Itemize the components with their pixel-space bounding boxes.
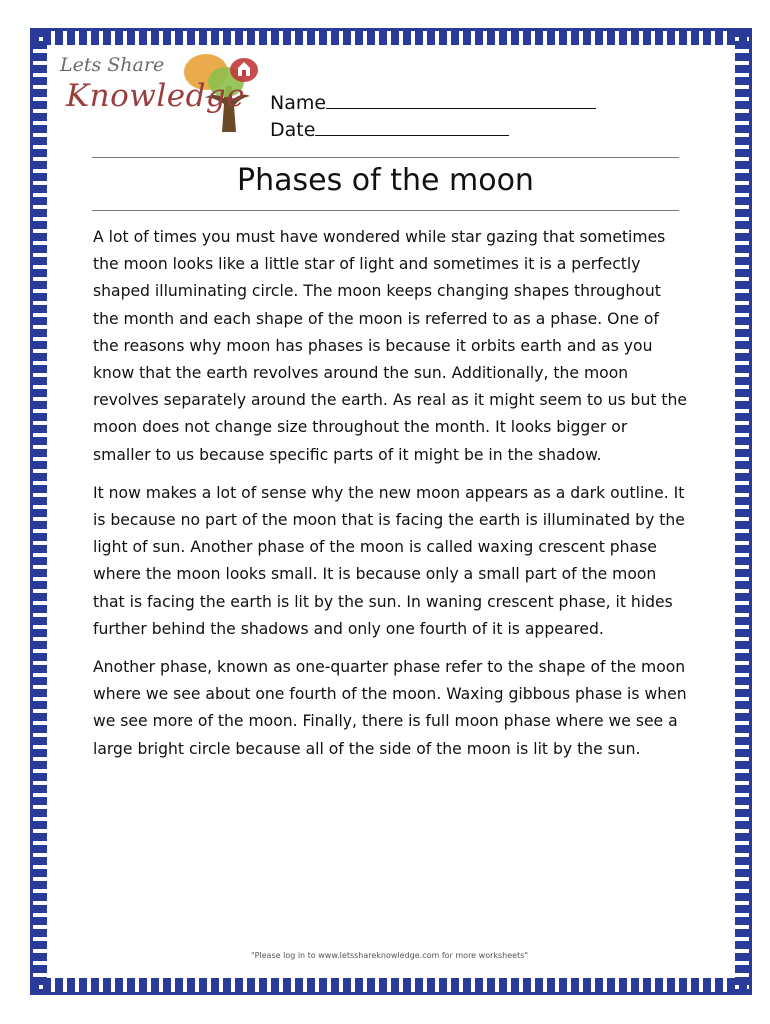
logo-line-1: Lets Share bbox=[60, 54, 165, 76]
page-border-bottom bbox=[30, 978, 752, 995]
name-blank-line[interactable] bbox=[326, 92, 596, 109]
page-border-right bbox=[735, 28, 752, 995]
paragraph-2: It now makes a lot of sense why the new moon appears as a dark outline. It is because no part of the moon that is facing the earth is illuminated by the light of sun. Another phase of the moon is called waxing crescent phase where the moon looks small. It is because only a small part of the moon that is facing the earth is lit by the sun. In waning crescent phase, it hides further behind the shadows and only one fourth of it is appeared. bbox=[93, 483, 685, 638]
title-rule-top bbox=[92, 157, 679, 158]
page-border-top bbox=[30, 28, 752, 45]
date-field[interactable] bbox=[270, 119, 509, 141]
paragraph-1: A lot of times you must have wondered while star gazing that sometimes the moon looks like a little star of light and sometimes it is a perfectly shaped illuminating circle. The moon keeps changing shapes throughout the month and each shape of the moon is referred to as a phase. One of the reasons why moon has phases is because it orbits earth and as you know that the earth revolves around the sun. Additionally, the moon revolves separately around the earth. As real as it might seem to us but the moon does not change size throughout the month. It looks bigger or smaller to us because specific parts of it might be in the shadow. bbox=[93, 228, 687, 464]
date-label: Date bbox=[270, 119, 316, 141]
page-title: Phases of the moon bbox=[237, 163, 534, 198]
date-blank-line[interactable] bbox=[315, 119, 509, 136]
lets-share-knowledge-logo bbox=[54, 46, 264, 136]
paragraph-3: Another phase, known as one-quarter phase refer to the shape of the moon where we see about one fourth of the moon. Waxing gibbous phase is when we see more of the moon. Finally, there is full moon phase where we see a large bright circle because all of the side of the moon is lit by the sun. bbox=[93, 658, 687, 758]
page-border-left bbox=[30, 28, 47, 995]
name-field[interactable] bbox=[270, 92, 596, 114]
name-label: Name bbox=[270, 92, 327, 114]
reading-passage bbox=[93, 224, 688, 774]
logo-line-2: Knowledge bbox=[66, 78, 246, 114]
footer-note: "Please log in to www.letsshareknowledge.com for more worksheets" bbox=[250, 951, 529, 960]
title-rule-bottom bbox=[92, 210, 679, 211]
